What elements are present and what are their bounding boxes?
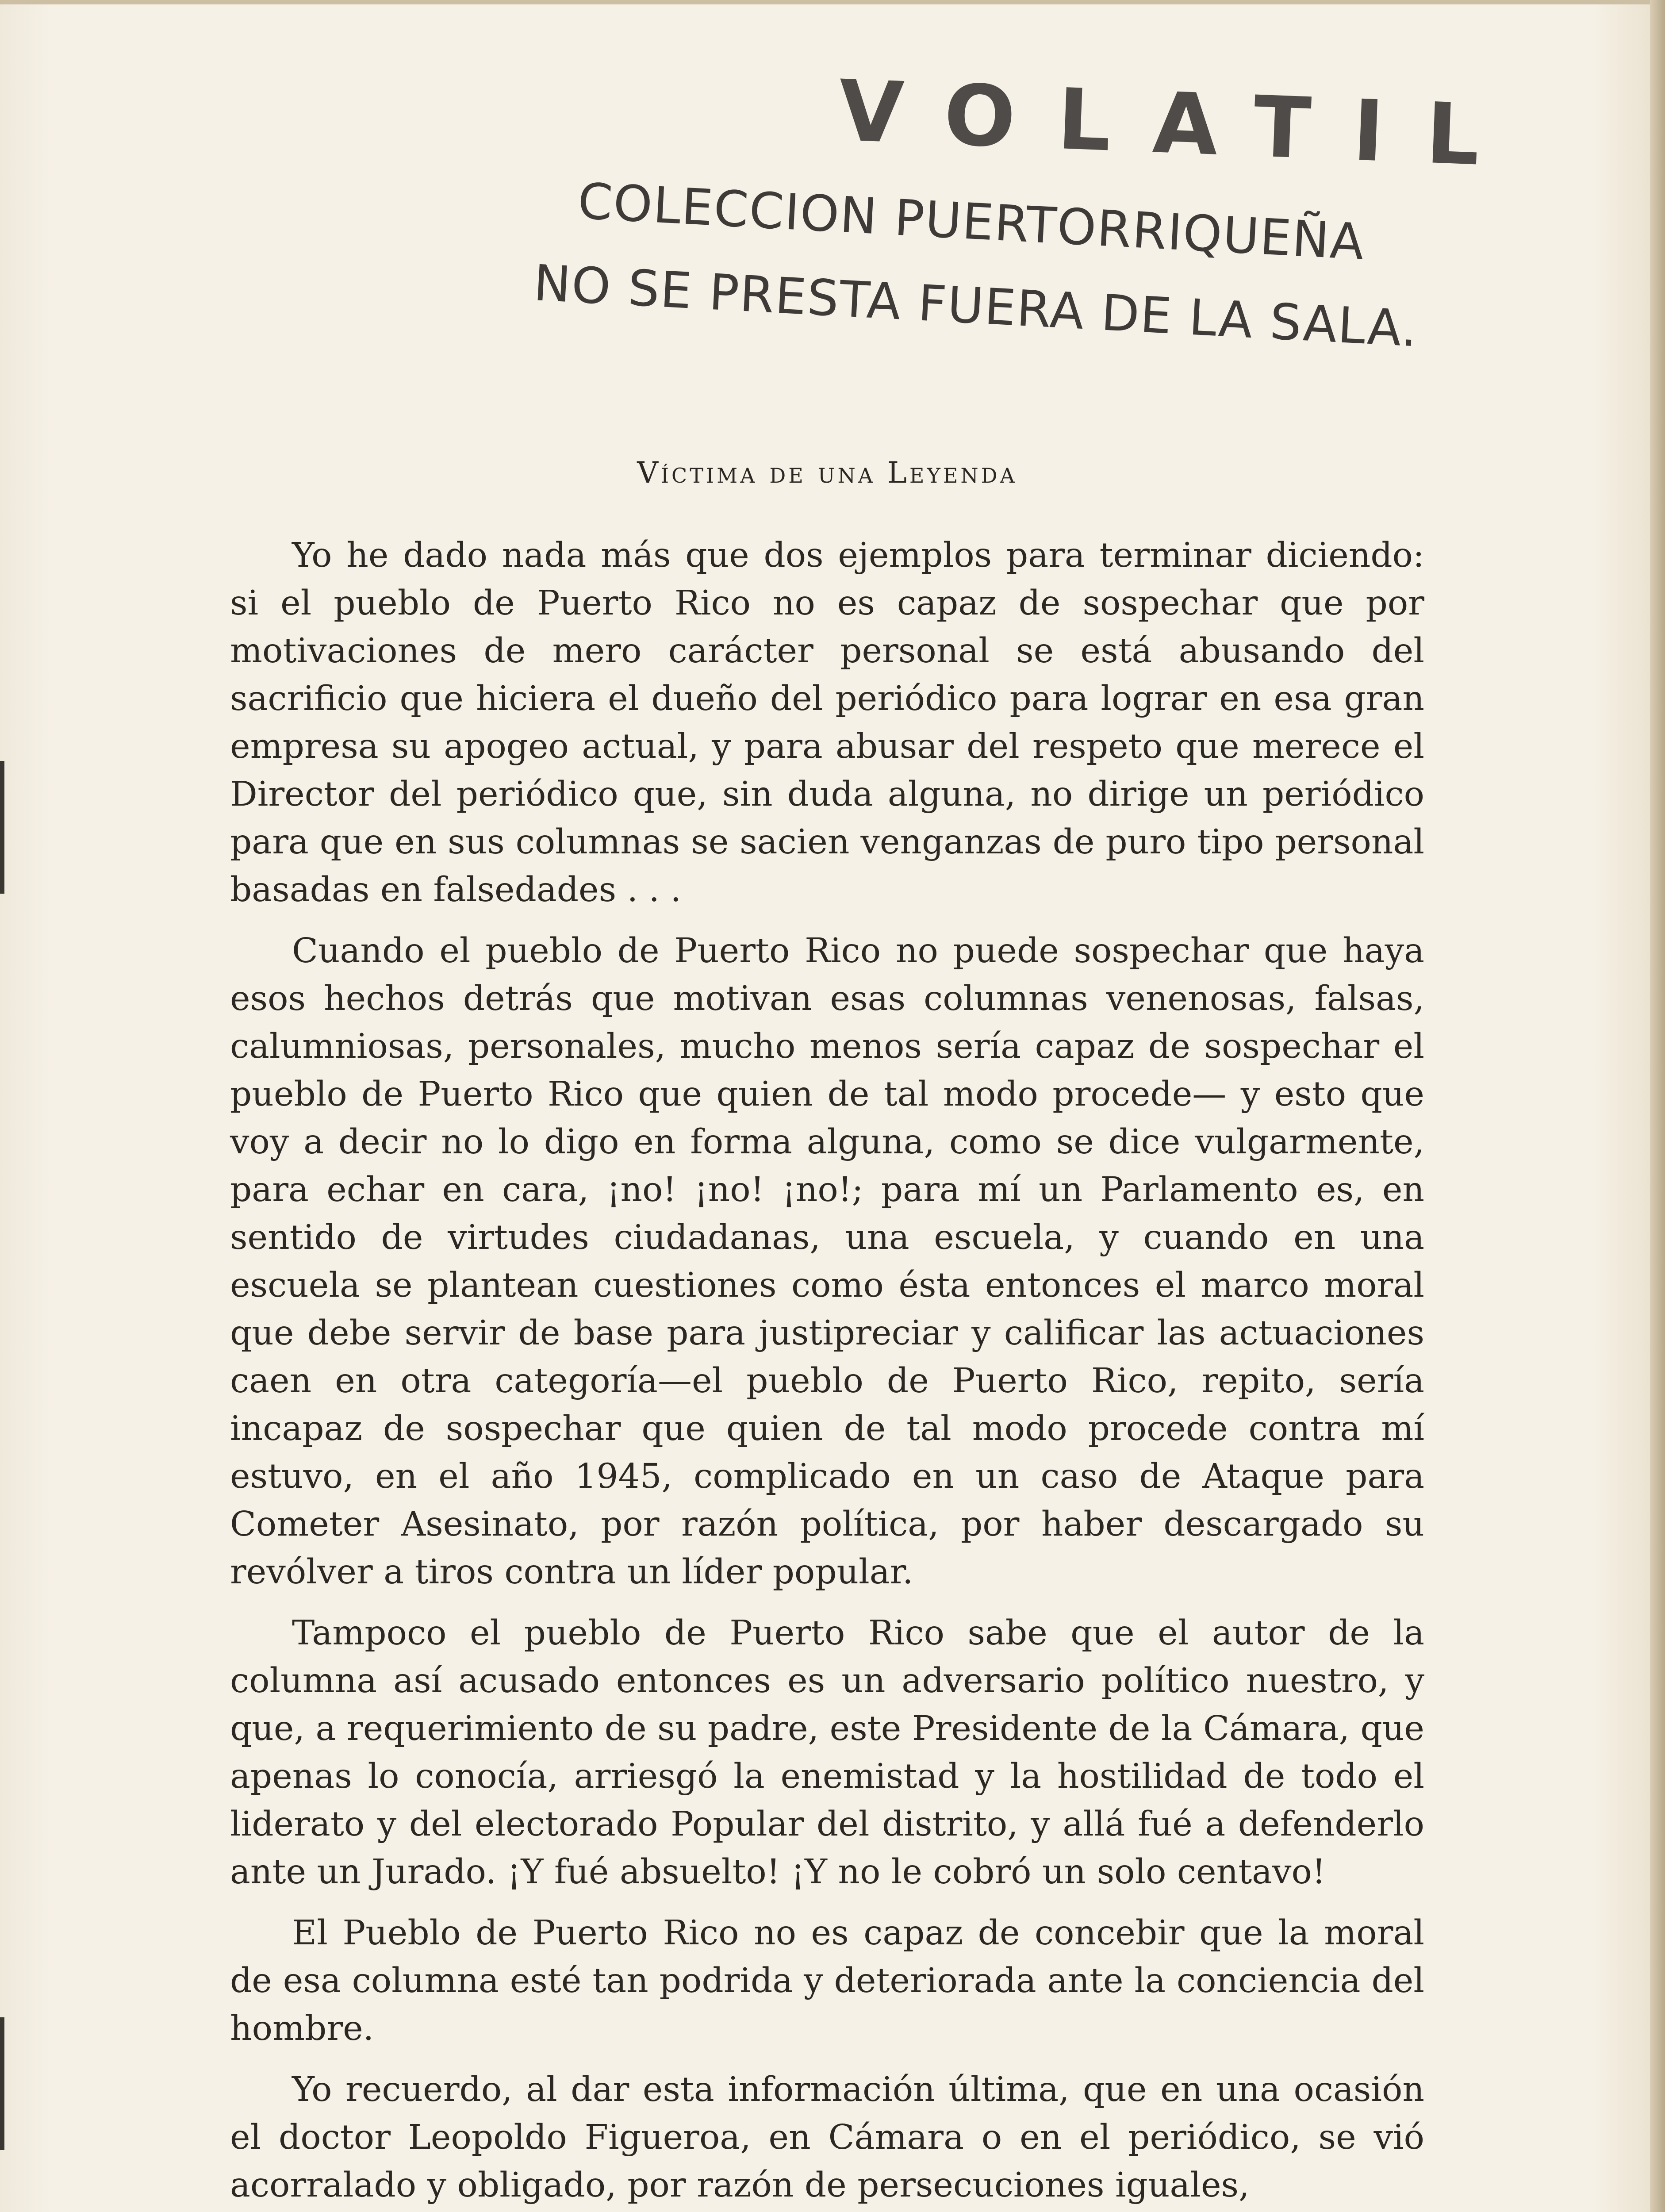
- binding-mark: [0, 761, 4, 894]
- paragraph: Cuando el pueblo de Puerto Rico no puede sospechar que haya esos hechos detrás que motivan esas columnas venenosas, falsas, calumniosas, personales, mucho menos sería capaz de sospechar el pueblo de Puerto Rico que quien de tal modo procede— y esto que voy a decir no lo digo en forma alguna, como se dice vulgarmente, para echar en cara, ¡no! ¡no! ¡no!; para mí un Parlamento es, en sentido de virtudes ciudadanas, una escuela, y cuando en una escuela se plantean cuestiones como ésta entonces el marco moral que debe servir de base para justipreciar y calificar las actuaciones caen en otra categoría—el pueblo de Puerto Rico, repito, sería incapaz de sospechar que quien de tal modo procede contra mí estuvo, en el año 1945, complicado en un caso de Ataque para Cometer Asesinato, por razón política, por haber descargado su revólver a tiros contra un líder popular.: [230, 931, 1424, 1592]
- library-stamp: [522, 53, 1523, 363]
- stamp-title: VOLATIL: [836, 62, 1523, 186]
- binding-mark: [0, 2017, 4, 2150]
- paragraph: Yo recuerdo, al dar esta información última, que en una ocasión el doctor Leopoldo Figueroa, en Cámara o en el periódico, se vió acorralado y obligado, por razón de persecuciones iguales,: [230, 2070, 1424, 2205]
- paragraph: El Pueblo de Puerto Rico no es capaz de concebir que la moral de esa columna esté tan podrida y deteriorada ante la conciencia del hombre.: [230, 1913, 1424, 2048]
- paragraph: Tampoco el pueblo de Puerto Rico sabe que el autor de la columna así acusado entonces es un adversario político nuestro, y que, a requerimiento de su padre, este Presidente de la Cámara, que apenas lo conocía, arriesgó la enemistad y la hostilidad de todo el liderato y del electorado Popular del distrito, y allá fué a defenderlo ante un Jurado. ¡Y fué absuelto! ¡Y no le cobró un solo centavo!: [230, 1613, 1424, 1892]
- page-content: [230, 456, 1424, 2212]
- stamp-collection-line: COLECCION PUERTORRIQUEÑA: [576, 173, 1366, 272]
- section-heading: Víctima de una Leyenda: [637, 456, 1017, 490]
- page-top-edge: [0, 0, 1665, 4]
- page-right-edge: [1650, 0, 1665, 2212]
- paragraph: Yo he dado nada más que dos ejemplos para terminar diciendo: si el pueblo de Puerto Rico no es capaz de sospechar que por motivaciones de mero carácter personal se está abusando del sacrificio que hiciera el dueño del periódico para lograr en esa gran empresa su apogeo actual, y para abusar del respeto que merece el Director del periódico que, sin duda alguna, no dirige un periódico para que en sus columnas se sacien venganzas de puro tipo personal basadas en falsedades . . .: [230, 536, 1424, 910]
- stamp-restriction-line: NO SE PRESTA FUERA DE LA SALA.: [532, 254, 1419, 358]
